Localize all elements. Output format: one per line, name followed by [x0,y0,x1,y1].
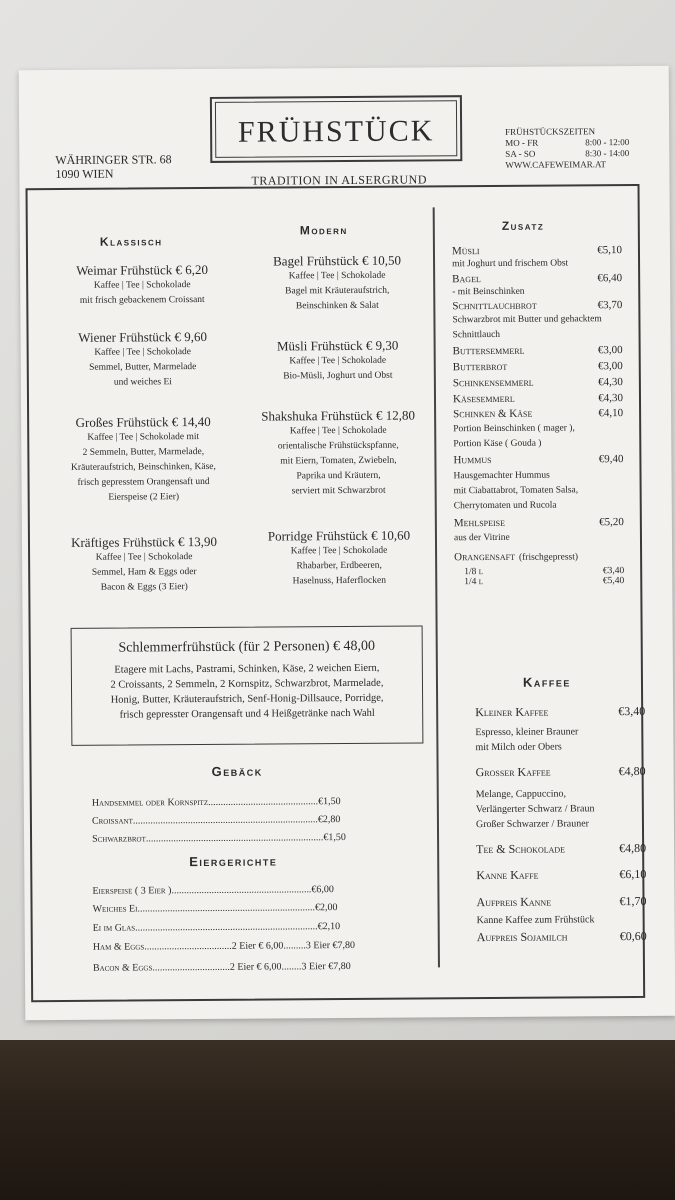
zusatz-item: Hummus €9,40 [453,453,624,467]
website-link[interactable]: WWW.CAFEWEIMAR.AT [505,159,607,170]
kaffee-item: Kanne Kaffe €6,10 [476,866,647,883]
address [55,152,172,181]
kaffee-item: Tee & Schokolade €4,80 [476,840,647,857]
title-box [210,95,462,163]
zusatz-item: Schinkensemmerl €4,30 [452,376,623,390]
schlemmer-box [71,625,424,745]
hours-weekdays-label: MO - FR [505,137,539,148]
zusatz-item: Schnittlauchbrot €3,70 [452,299,623,313]
gebaeck-item: Croissant..........................................................................€2,80 [91,814,341,827]
zusatz-item: Orangensaft (frischgepresst) [454,550,579,564]
schlemmer-description: Etagere mit Lachs, Pastrami, Schinken, Käse, 2 weichen Eiern, 2 Croissants, 2 Semmeln, 2 Kornspitz, Schwarzbrot, Marmelade, Honig, Butter, Kräuteraufstrich, Senf-Honig-Dillsauce, Porridge, frisch gepresster Orangensaft und 4 Heißgetränke nach Wahl [110,662,384,721]
zusatz-item: Buttersemmerl €3,00 [452,344,623,358]
menu-item-shakshuka: Shakshuka Frühstück € 12,80 Kaffee | Tee | Schokolade orientalische Frühstückspfanne, mit Eiern, Tomaten, Zwiebeln, Paprika und Kräutern, serviert mit Schwarzbrot [261,407,416,497]
kaffee-item: Aufpreis Sojamilch €0,60 [476,928,647,945]
eier-item: Ham & Eggs...................................2 Eier € 6,00.........3 Eier €7,80 [92,939,356,953]
menu-item-muesli-fruehstueck: Müsli Frühstück € 9,30 Kaffee | Tee | Schokolade Bio-Müsli, Joghurt und Obst [276,337,399,382]
gebaeck-item: Handsemmel oder Kornspitz............................................€1,50 [91,796,341,809]
floor-background [0,1040,675,1200]
heading-gebaeck: Gebäck [211,763,263,779]
eier-item: Ei im Glas.........................................................................€2,10 [92,921,341,934]
zusatz-item: Butterbrot €3,00 [452,360,623,374]
kaffee-item: Aufpreis Kanne €1,70 [476,893,647,910]
kaffee-list: Kleiner Kaffee €3,40 Espresso, kleiner Brauner mit Milch oder Obers Grosser Kaffee €4,80 Melange, Cappuccino, Verlängerter Schwarz / Braun Großer Schwarzer / Brauner Tee & Schokolade €4,80 Kanne Kaffe €6,10 Aufpreis Kanne €1,70 Kanne Kaffee zum Frühstück Aufpreis Sojamilch €0,60 [475,704,647,948]
zusatz-item: Schinken & Käse €4,10 [453,407,624,421]
kaffee-item: Kleiner Kaffee €3,40 [475,703,646,720]
heading-kaffee: Kaffee [522,674,571,690]
zusatz-item: Bagel €6,40 [452,272,623,286]
eier-item: Bacon & Eggs...............................2 Eier € 6,00........3 Eier €7,80 [92,960,351,974]
tagline: TRADITION IN ALSERGRUND [251,172,428,188]
gebaeck-item: Schwarzbrot.......................................................................€1,50 [92,832,346,845]
heading-eiergerichte: Eiergerichte [189,853,278,870]
zusatz-item: Käsesemmerl €4,30 [452,392,624,406]
menu-item-porridge: Porridge Frühstück € 10,60 Kaffee | Tee | Schokolade Rhabarber, Erdbeeren, Haselnuss, Haferflocken [267,527,411,587]
hours-weekdays-time: 8:00 - 12:00 [585,137,630,148]
hours-weekend-label: SA - SO [505,148,536,159]
hours-title: FRÜHSTÜCKSZEITEN [505,126,596,137]
schlemmer-title: Schlemmerfrühstück (für 2 Personen) € 48,00 [118,638,376,656]
kaffee-item: Grosser Kaffee €4,80 [475,763,646,780]
menu-sheet [19,66,675,1021]
orangensaft-sizes: 1/8 l 1/4 l €3,40 €5,40 [464,566,625,588]
menu-item-kraeftiges: Kräftiges Frühstück € 13,90 Kaffee | Tee | Schokolade Semmel, Ham & Eggs oder Bacon & Eggs (3 Eier) [70,533,217,593]
menu-item-grosses: Großes Frühstück € 14,40 Kaffee | Tee | Schokolade mit 2 Semmeln, Butter, Marmelade, Kräuteraufstrich, Beinschinken, Käse, frisch gepresstem Orangensaft und Eierspeise (2 Eier) [71,413,216,503]
opening-hours [505,126,629,171]
zusatz-item: Müsli €5,10 [451,244,623,258]
zusatz-item: Mehlspeise €5,20 [453,516,624,530]
heading-zusatz: Zusatz [501,218,545,233]
heading-modern: Modern [299,222,348,238]
hours-weekend-time: 8:30 - 14:00 [585,148,630,159]
address-city: 1090 WIEN [55,166,114,182]
heading-klassisch: Klassisch [99,234,163,249]
zusatz-list: Müsli €5,10 mit Joghurt und frischem Obst Bagel €6,40 - mit Beinschinken Schnittlauchbrot €3,70 Schwarzbrot mit Butter und gehacktem Schnittlauch Buttersemmerl €3,00 Butterbrot €3,00 Schinkensemmerl €4,30 Käsesemmerl €4,30 Schinken & Käse €4,10 Portion Beinschinken ( mager ), Portion Käse ( Gouda ) Hummus €9,40 Hausgemachter Hummus mit Ciabattabrot, Tomaten Salsa, Cherrytomaten und Rucola Mehlspeise €5,20 aus der Vitrine Orangensaft (frischgepresst) 1/8 l 1/4 l €3,40 €5,40 [451,244,625,588]
menu-item-bagel-fruehstueck: Bagel Frühstück € 10,50 Kaffee | Tee | Schokolade Bagel mit Kräuteraufstrich, Beinschinken & Salat [273,252,401,312]
page-title: FRÜHSTÜCK [237,114,435,149]
address-street: WÄHRINGER STR. 68 [55,152,172,168]
menu-item-weimar: Weimar Frühstück € 6,20 Kaffee | Tee | Schokolade mit frisch gebackenem Croissant [76,261,209,306]
eier-item: Weiches Ei.......................................................................€2,00 [92,902,338,915]
eier-item: Eierspeise ( 3 Eier )........................................................€6,00 [92,884,334,897]
menu-item-wiener: Wiener Frühstück € 9,60 Kaffee | Tee | Schokolade Semmel, Butter, Marmelade und weiches Ei [78,328,207,388]
